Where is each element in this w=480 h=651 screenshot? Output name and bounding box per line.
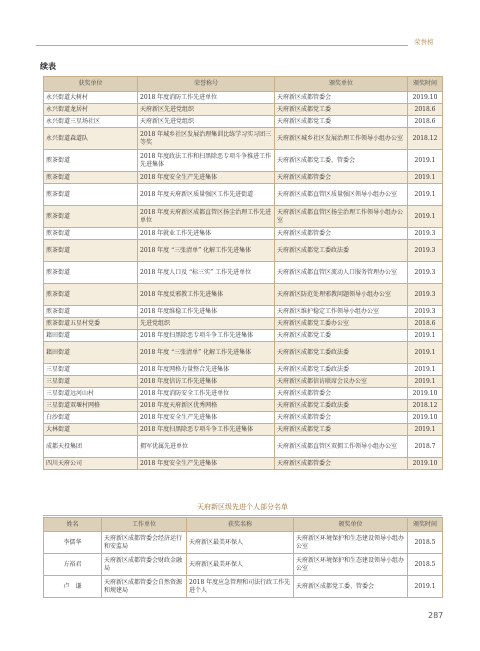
table-row bbox=[44, 262, 443, 284]
table-cell: 2019.1 bbox=[408, 184, 443, 206]
table-cell: 天府新区先进党组织 bbox=[138, 116, 275, 128]
table-cell: 天府新区成都党工委政法委 bbox=[275, 240, 408, 262]
table-cell: 天府新区成都信访联席会议办公室 bbox=[275, 376, 408, 388]
table-cell: 2019.10 bbox=[408, 92, 443, 104]
table-cell: 煎茶街道 bbox=[44, 184, 138, 206]
table-row bbox=[44, 240, 443, 262]
column-header: 工作单位 bbox=[102, 518, 187, 532]
table-cell: 拥军优属先进单位 bbox=[138, 436, 275, 458]
table-row bbox=[44, 576, 443, 598]
table-cell: 2018 年度安全生产先进集体 bbox=[138, 412, 275, 424]
table-cell: 2019.3 bbox=[408, 240, 443, 262]
table-cell: 天府新区成都党工委 bbox=[275, 104, 408, 116]
table-row bbox=[44, 172, 443, 184]
table-cell: 先进党组织 bbox=[138, 318, 275, 330]
table-cell: 天府新区环境保护和生态建设领导小组办公室 bbox=[294, 532, 408, 554]
column-header: 颁奖单位 bbox=[294, 518, 408, 532]
table-row bbox=[44, 184, 443, 206]
table-cell: 2019.1 bbox=[408, 330, 443, 342]
table-cell: 成都天投集团 bbox=[44, 436, 138, 458]
table-cell: 天府新区成都党工委政法委 bbox=[275, 364, 408, 376]
table-cell: 天府新区防范处理邪教问题领导小组办公室 bbox=[275, 284, 408, 306]
table-cell: 天府新区成都党工委 bbox=[275, 330, 408, 342]
page-number: 287 bbox=[428, 611, 444, 620]
table-row bbox=[44, 388, 443, 400]
table-cell: 天府新区成都管委会 bbox=[275, 172, 408, 184]
table-cell: 天府新区先进党组织 bbox=[138, 104, 275, 116]
table-cell: 2018 年度扫黑除恶专项斗争工作先进集体 bbox=[138, 330, 275, 342]
table-row bbox=[44, 330, 443, 342]
table-cell: 煎茶街道 bbox=[44, 150, 138, 172]
table-cell: 2018 年度 “三张清单” 化解工作先进集体 bbox=[138, 342, 275, 364]
running-header: 荣誉榜 bbox=[414, 38, 434, 46]
table-cell: 2018 年就业工作先进集体 bbox=[138, 228, 275, 240]
table-cell: 2019.3 bbox=[408, 228, 443, 240]
table-row bbox=[44, 104, 443, 116]
table-cell: 2018.5 bbox=[408, 554, 443, 576]
table-cell: 天府新区成都党工委、管委会 bbox=[275, 150, 408, 172]
table-cell: 2018 年度天府新区优秀网格 bbox=[138, 400, 275, 412]
table-row bbox=[44, 116, 443, 128]
table-title: 天府新区级先进个人部分名单 bbox=[43, 502, 442, 516]
column-header: 荣誉称号 bbox=[138, 77, 275, 92]
table-cell: 2019.10 bbox=[408, 388, 443, 400]
table-cell: 天府新区维护稳定工作领导小组办公室 bbox=[275, 306, 408, 318]
table-cell: 2018.12 bbox=[408, 400, 443, 412]
table-row bbox=[44, 206, 443, 228]
table-row bbox=[44, 342, 443, 364]
table-cell: 2019.10 bbox=[408, 458, 443, 470]
table-cell: 天府新区城乡社区发展治理工作领导小组办公室 bbox=[275, 128, 408, 150]
table-cell: 2018 年度天府新区质量强区工作先进街道 bbox=[138, 184, 275, 206]
column-header: 获奖单位 bbox=[44, 77, 138, 92]
table-row bbox=[44, 424, 443, 436]
table-cell: 2018 年度天府新区成都直管区扬尘治理工作先进单位 bbox=[138, 206, 275, 228]
individual-awards-table bbox=[43, 517, 443, 598]
column-header: 获奖名称 bbox=[187, 518, 294, 532]
table-row bbox=[44, 436, 443, 458]
table-cell: 2018 年度安全生产先进集体 bbox=[138, 172, 275, 184]
table-cell: 2018 年城乡社区发展治理集训比练学习实习团三等奖 bbox=[138, 128, 275, 150]
table-cell: 天府新区成都党工委办公室 bbox=[275, 318, 408, 330]
table-cell: 天府新区成都管委会 bbox=[275, 458, 408, 470]
table-cell: 2018 年度政法工作和扫黑除恶专项斗争推进工作先进集体 bbox=[138, 150, 275, 172]
table-row bbox=[44, 458, 443, 470]
table-cell: 煎茶街道五星村党委 bbox=[44, 318, 138, 330]
table-row bbox=[44, 306, 443, 318]
table-cell: 2018.12 bbox=[408, 128, 443, 150]
table-cell: 天府新区成都党工委、管委会 bbox=[294, 576, 408, 598]
table-cell: 2018.6 bbox=[408, 116, 443, 128]
table-cell: 大林街道 bbox=[44, 424, 138, 436]
header-rule bbox=[36, 45, 408, 46]
table-cell: 煎茶街道 bbox=[44, 172, 138, 184]
table-cell: 煎茶街道 bbox=[44, 240, 138, 262]
table-header-row bbox=[44, 518, 443, 532]
table-row bbox=[44, 228, 443, 240]
table-cell: 白沙街道 bbox=[44, 412, 138, 424]
table-cell: 2018 年度信访工作先进集体 bbox=[138, 376, 275, 388]
table-cell: 天府新区成都管委会经济运行和安监局 bbox=[102, 532, 187, 554]
section-label: 续表 bbox=[40, 62, 56, 71]
table-row bbox=[44, 150, 443, 172]
table-cell: 天府新区成都管委会 bbox=[275, 412, 408, 424]
table-row bbox=[44, 376, 443, 388]
column-header: 姓名 bbox=[44, 518, 102, 532]
table-cell: 2018 年度反邪教工作先进集体 bbox=[138, 284, 275, 306]
table-header-row bbox=[44, 77, 443, 92]
table-cell: 2019.3 bbox=[408, 262, 443, 284]
table-cell: 四川天府公司 bbox=[44, 458, 138, 470]
table-row bbox=[44, 284, 443, 306]
table-cell: 天府新区成都党工委政法委 bbox=[275, 400, 408, 412]
column-header: 颁奖时间 bbox=[408, 518, 443, 532]
table-cell: 天府新区成都管委会 bbox=[275, 228, 408, 240]
table-cell: 2019.1 bbox=[408, 342, 443, 364]
table-cell: 2018 年度 “三张清单” 化解工作先进集体 bbox=[138, 240, 275, 262]
table-cell: 2019.1 bbox=[408, 364, 443, 376]
table-cell: 2018 年度网格力量整合先进集体 bbox=[138, 364, 275, 376]
table-cell: 三星街道 bbox=[44, 376, 138, 388]
table-cell: 2019.1 bbox=[408, 150, 443, 172]
table-cell: 煎茶街道 bbox=[44, 284, 138, 306]
table-cell: 三星街道 bbox=[44, 364, 138, 376]
table-cell: 籍田街道 bbox=[44, 342, 138, 364]
table-row bbox=[44, 554, 443, 576]
table-cell: 天府新区成都党工委政法委 bbox=[275, 342, 408, 364]
table-cell: 永兴街道大树村 bbox=[44, 92, 138, 104]
table-cell: 天府新区成都党工委 bbox=[275, 424, 408, 436]
table-cell: 三星街道双堰村网格 bbox=[44, 400, 138, 412]
table-row bbox=[44, 92, 443, 104]
table-cell: 2018 年度维稳工作先进集体 bbox=[138, 306, 275, 318]
table-cell: 煎茶街道 bbox=[44, 206, 138, 228]
table-cell: 卢 谦 bbox=[44, 576, 102, 598]
table-cell: 方裕君 bbox=[44, 554, 102, 576]
table-cell: 天府新区成都管委会 bbox=[275, 92, 408, 104]
table-cell: 2018 年度消防工作先进单位 bbox=[138, 92, 275, 104]
table-cell: 天府新区成都直管区双拥工作领导小组办公室 bbox=[275, 436, 408, 458]
table-cell: 天府新区成都党工委 bbox=[275, 116, 408, 128]
table-cell: 2018.7 bbox=[408, 436, 443, 458]
table-cell: 2018.6 bbox=[408, 104, 443, 116]
table-cell: 天府新区最美环保人 bbox=[187, 532, 294, 554]
table-cell: 2018 年度人口及 “标三实” 工作先进单位 bbox=[138, 262, 275, 284]
table-cell: 煎茶街道 bbox=[44, 228, 138, 240]
table-cell: 永兴街道三星场社区 bbox=[44, 116, 138, 128]
table-cell: 2018 年度应急管理和司法行政工作先进个人 bbox=[187, 576, 294, 598]
table-cell: 天府新区成都直管区扬尘治理工作领导小组办公室 bbox=[275, 206, 408, 228]
table-row bbox=[44, 400, 443, 412]
table-cell: 籍田街道 bbox=[44, 330, 138, 342]
table-row bbox=[44, 412, 443, 424]
table-cell: 永兴街道龙居村 bbox=[44, 104, 138, 116]
column-header: 颁奖单位 bbox=[275, 77, 408, 92]
table-cell: 2018 年度安全生产先进集体 bbox=[138, 458, 275, 470]
table-cell: 煎茶街道 bbox=[44, 262, 138, 284]
table-cell: 2019.1 bbox=[408, 376, 443, 388]
table-cell: 2019.1 bbox=[408, 576, 443, 598]
table-row bbox=[44, 128, 443, 150]
table-row bbox=[44, 318, 443, 330]
table-cell: 2019.1 bbox=[408, 424, 443, 436]
table-cell: 2018 年度扫黑除恶专项斗争工作先进集体 bbox=[138, 424, 275, 436]
table-cell: 2019.3 bbox=[408, 284, 443, 306]
table-cell: 天府新区成都直管区质量强区领导小组办公室 bbox=[275, 184, 408, 206]
table-cell: 天府新区成都管委会自然资源和规建局 bbox=[102, 576, 187, 598]
table-cell: 永兴街道森道队 bbox=[44, 128, 138, 150]
table-cell: 2019.10 bbox=[408, 412, 443, 424]
column-header: 颁奖时间 bbox=[408, 77, 443, 92]
table-cell: 天府新区环境保护和生态建设领导小组办公室 bbox=[294, 554, 408, 576]
table-cell: 2018.6 bbox=[408, 318, 443, 330]
table-row bbox=[44, 364, 443, 376]
unit-awards-table bbox=[43, 76, 443, 470]
table-cell: 煎茶街道 bbox=[44, 306, 138, 318]
table-cell: 2019.1 bbox=[408, 172, 443, 184]
table-cell: 李儒华 bbox=[44, 532, 102, 554]
table-cell: 天府新区成都直管区流动人口服务管理办公室 bbox=[275, 262, 408, 284]
table-cell: 天府新区最美环保人 bbox=[187, 554, 294, 576]
table-cell: 2018 年度消防安全工作先进单位 bbox=[138, 388, 275, 400]
table-cell: 三星街道远河山村 bbox=[44, 388, 138, 400]
table-row bbox=[44, 532, 443, 554]
table-cell: 天府新区成都管委会 bbox=[275, 388, 408, 400]
table-cell: 天府新区成都管委会财政金融局 bbox=[102, 554, 187, 576]
table-cell: 2018.5 bbox=[408, 532, 443, 554]
table-cell: 2019.1 bbox=[408, 206, 443, 228]
table-cell: 2019.3 bbox=[408, 306, 443, 318]
